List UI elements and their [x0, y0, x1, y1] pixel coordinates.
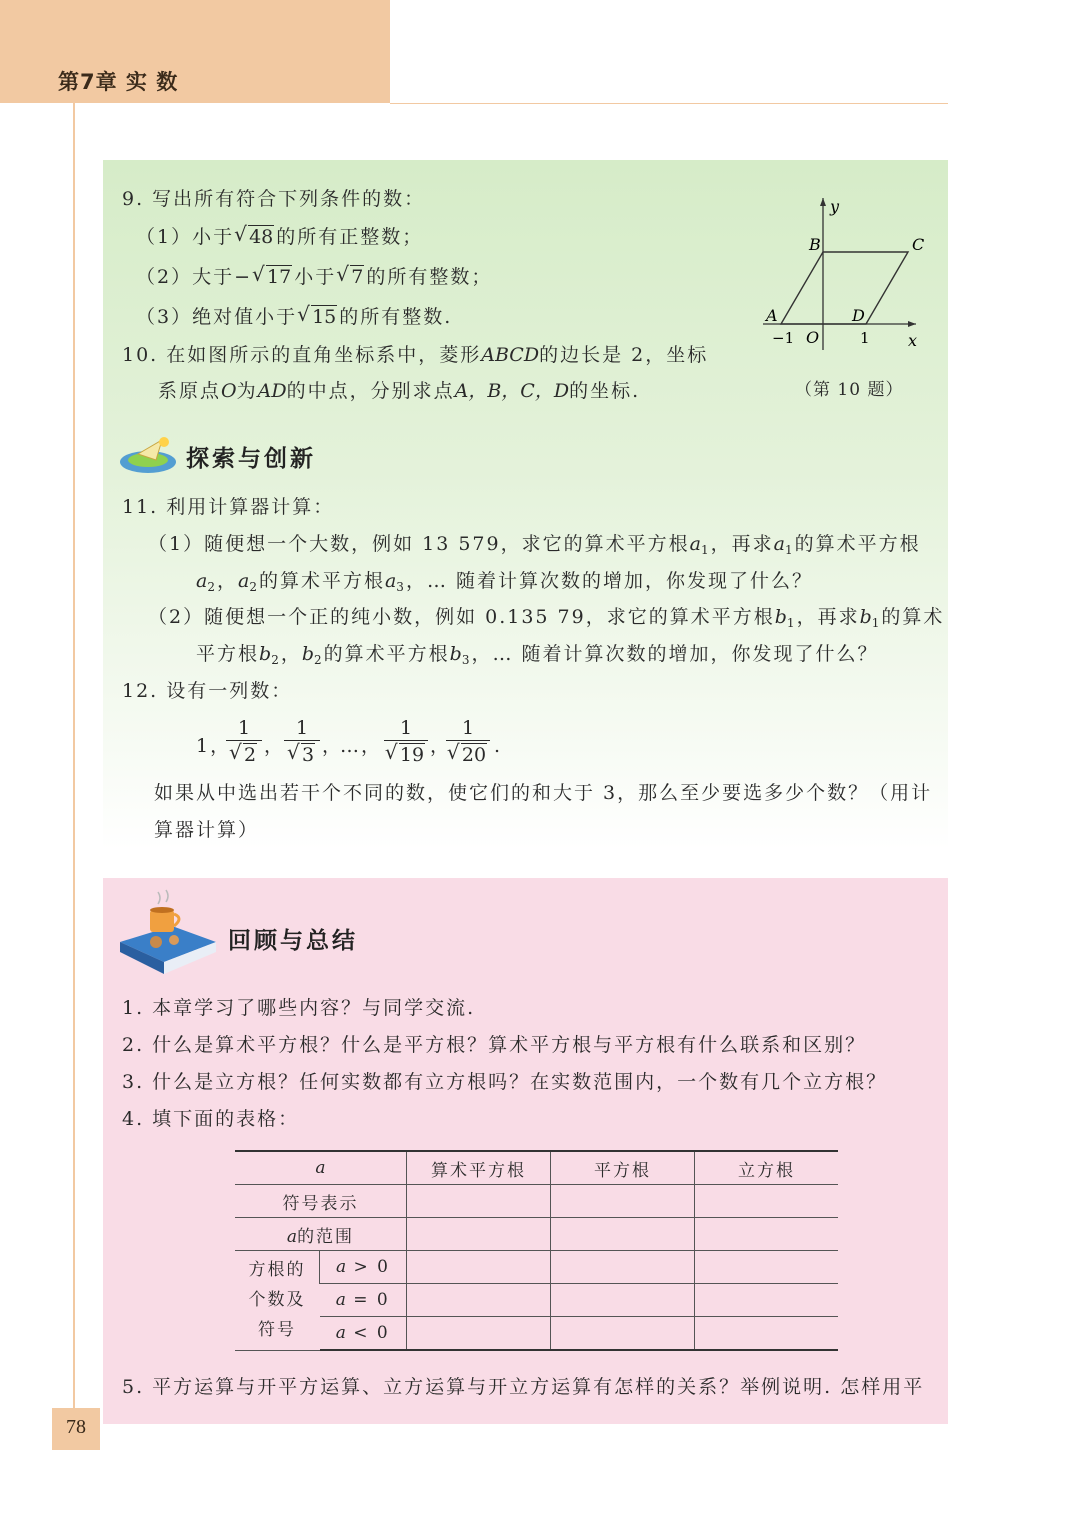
table-row	[235, 1218, 838, 1251]
table-row	[235, 1317, 838, 1351]
frac-num: 1	[461, 717, 475, 739]
var-b: b	[859, 606, 872, 628]
table-cell[interactable]	[551, 1317, 695, 1351]
table-cell[interactable]	[407, 1284, 551, 1317]
q11-2-g: ，… 随着计算次数的增加，你发现了什么？	[471, 643, 879, 665]
figure-caption: （第 10 题）	[795, 380, 904, 400]
table-header-arith: 算术平方根	[407, 1151, 551, 1185]
table-cell[interactable]	[407, 1185, 551, 1218]
q9-part2-mid: 小于	[294, 266, 337, 288]
q9-part1	[136, 224, 423, 250]
review-book-icon	[116, 886, 220, 976]
cond-lt-text: < 0	[345, 1323, 390, 1343]
review-q3: 3. 什么是立方根？任何实数都有立方根吗？在实数范围内，一个数有几个立方根？	[122, 1071, 888, 1093]
seq-comma: ，	[322, 735, 344, 757]
cond-a: a	[335, 1257, 347, 1277]
q11-part2-line2	[196, 641, 879, 667]
radicand: 20	[461, 744, 487, 766]
table-header-cube: 立方根	[695, 1151, 839, 1185]
review-q2: 2. 什么是算术平方根？什么是平方根？算术平方根与平方根有什么联系和区别？	[122, 1034, 867, 1056]
frac-num: 1	[295, 717, 309, 739]
seq-end: .	[494, 735, 503, 757]
frac-num: 1	[237, 717, 251, 739]
sub: 2	[249, 580, 259, 594]
var-a: a	[196, 570, 208, 592]
count-label-2: 个数及	[248, 1290, 306, 1311]
q11-2-f: 的算术平方根	[323, 643, 450, 665]
cond-a: a	[335, 1323, 346, 1343]
review-title: 回顾与总结	[228, 928, 358, 954]
table-cell[interactable]	[407, 1317, 551, 1351]
q11-1-c: 的算术平方根	[794, 533, 921, 555]
count-label-1: 方根的	[248, 1260, 306, 1281]
q9-part3-b: 的所有整数.	[339, 306, 453, 328]
q10-points: A，B，C，D	[454, 380, 570, 402]
table-row	[235, 1284, 838, 1317]
q11-2-d: 平方根	[196, 643, 260, 665]
table-row	[235, 1151, 838, 1185]
table-row	[235, 1185, 838, 1218]
range-b: 的范围	[297, 1226, 355, 1247]
q11-part1-line1	[148, 531, 921, 557]
q9-part3	[136, 304, 452, 330]
q9-part1-a: （1）小于	[136, 226, 235, 248]
radicand: 15	[312, 306, 337, 328]
label-x: x	[908, 331, 918, 350]
header-a: a	[315, 1158, 326, 1178]
seq-dots: …，	[340, 735, 383, 757]
x-axis-arrow	[908, 321, 916, 327]
q10-line2	[158, 378, 640, 404]
q11-2-e: ，	[280, 643, 302, 665]
sub: 1	[786, 616, 797, 630]
var-a: a	[689, 533, 701, 555]
range-a: a	[286, 1226, 298, 1247]
radicand: 2	[243, 744, 257, 766]
tick-neg1: −1	[772, 329, 795, 347]
sqrt-symbol: √ 15	[297, 302, 337, 328]
label-d: D	[852, 306, 865, 325]
var-b: b	[259, 643, 272, 665]
cond-gt-text: > 0	[346, 1257, 390, 1277]
table-cell[interactable]	[551, 1185, 695, 1218]
row-range	[235, 1218, 407, 1251]
sub: 3	[396, 580, 406, 594]
q10-line2-b: 为	[236, 380, 258, 402]
explore-icon	[118, 432, 180, 476]
radicand: 17	[267, 266, 292, 288]
q10-line2-d: 的坐标.	[569, 380, 641, 402]
q10-abcd: ABCD	[481, 344, 540, 366]
sub: 1	[871, 616, 882, 630]
row-symbol: 符号表示	[235, 1185, 407, 1218]
table-cell[interactable]	[407, 1251, 551, 1284]
cond-gt	[320, 1251, 407, 1284]
q10-line2-c: 的中点，分别求点	[286, 380, 455, 402]
cond-eq	[320, 1284, 407, 1317]
label-o: O	[806, 328, 820, 347]
explore-title: 探索与创新	[186, 446, 316, 472]
sub: 1	[700, 543, 711, 557]
var-b: b	[774, 606, 787, 628]
roots-table	[235, 1150, 838, 1351]
q11-1-b: ，再求	[710, 533, 774, 555]
q10-o: O	[221, 380, 237, 402]
q9-part2	[136, 264, 492, 290]
q10-line1-b: 的边长是 2，坐标	[539, 344, 709, 366]
frac-num: 1	[399, 717, 413, 739]
radicand: 3	[301, 744, 315, 766]
sub: 3	[461, 653, 472, 667]
radicand: 48	[249, 226, 274, 248]
seq-comma: ，	[264, 735, 286, 757]
sqrt-symbol: √ 48	[234, 222, 274, 248]
q9-part3-a: （3）绝对值小于	[136, 306, 298, 328]
q11-2-b: ，再求	[796, 606, 860, 628]
seq-comma: ，	[430, 735, 452, 757]
header-rule	[390, 103, 948, 104]
q9-part2-b: 的所有整数；	[366, 266, 493, 288]
tick-1: 1	[860, 329, 870, 347]
q12-line3: 算器计算）	[154, 819, 260, 841]
table-cell[interactable]	[551, 1218, 695, 1251]
q10-ad: AD	[257, 380, 287, 402]
table-cell[interactable]	[551, 1251, 695, 1284]
q11-2-a: （2）随便想一个正的纯小数，例如 0.135 79，求它的算术平方根	[148, 606, 775, 628]
label-a: A	[766, 306, 778, 325]
table-header-a	[235, 1151, 407, 1185]
q11-text: 11. 利用计算器计算：	[122, 496, 335, 518]
radicand: 19	[399, 744, 425, 766]
var-a: a	[384, 570, 397, 592]
sqrt-symbol: √ 17	[252, 262, 292, 288]
table-cell[interactable]	[695, 1251, 839, 1284]
table-cell[interactable]	[695, 1317, 839, 1351]
q11-1-e: 的算术平方根	[258, 570, 385, 592]
table-cell[interactable]	[551, 1284, 695, 1317]
page-number: 78	[66, 1416, 86, 1438]
q11-part1-line2	[196, 568, 813, 594]
var-b: b	[449, 643, 462, 665]
count-label-3: 符号	[258, 1320, 296, 1341]
review-q1: 1. 本章学习了哪些内容？与同学交流.	[122, 997, 476, 1019]
rhombus-figure	[758, 190, 938, 360]
q10-line1-a: 10. 在如图所示的直角坐标系中，菱形	[122, 344, 482, 366]
table-cell[interactable]	[695, 1284, 839, 1317]
q9-part2-a: （2）大于−	[136, 266, 253, 288]
q12-line2: 如果从中选出若干个不同的数，使它们的和大于 3，那么至少要选多少个数？（用计	[154, 782, 933, 804]
sub: 2	[207, 580, 217, 594]
row-count-label	[235, 1251, 320, 1351]
table-header-square: 平方根	[551, 1151, 695, 1185]
seq-first: 1，	[196, 735, 232, 757]
q9-text: 9. 写出所有符合下列条件的数：	[122, 188, 426, 210]
q11-1-d: ，	[216, 570, 238, 592]
q11-2-c: 的算术	[881, 606, 945, 628]
fraction-1-sqrt3: 1 √ 3	[284, 716, 320, 767]
table-cell[interactable]	[695, 1185, 839, 1218]
var-b: b	[301, 643, 315, 665]
rhombus-abcd	[781, 252, 908, 324]
table-cell[interactable]	[695, 1218, 839, 1251]
q10-line1	[122, 342, 708, 368]
var-a: a	[237, 570, 250, 592]
label-b: B	[809, 235, 821, 254]
table-cell[interactable]	[407, 1218, 551, 1251]
q11-part2-line1	[148, 604, 944, 630]
label-y: y	[830, 197, 840, 216]
label-c: C	[912, 235, 925, 254]
fraction-1-sqrt19: 1 √ 19	[384, 716, 428, 767]
cond-lt	[320, 1317, 407, 1351]
sub: 1	[784, 543, 795, 557]
margin-rule	[73, 103, 75, 1408]
radicand: 7	[351, 266, 364, 288]
q9-part1-b: 的所有正整数；	[276, 226, 424, 248]
var-a: a	[773, 533, 785, 555]
q11-1-a: （1）随便想一个大数，例如 13 579，求它的算术平方根	[148, 533, 690, 555]
cond-a: a	[335, 1290, 346, 1310]
cond-eq-text: = 0	[345, 1290, 390, 1310]
chapter-title: 第7章 实 数	[58, 70, 179, 94]
q11-1-f: ，… 随着计算次数的增加，你发现了什么？	[405, 570, 813, 592]
sqrt-symbol: √ 7	[336, 262, 364, 288]
fraction-1-sqrt2: 1 √ 2	[226, 716, 262, 767]
q12-text: 12. 设有一列数：	[122, 680, 293, 702]
sub: 2	[271, 653, 281, 667]
y-axis-arrow	[820, 198, 826, 206]
review-q4: 4. 填下面的表格：	[122, 1108, 300, 1130]
table-row	[235, 1251, 838, 1284]
sub: 2	[314, 653, 324, 667]
fraction-1-sqrt20: 1 √ 20	[446, 716, 490, 767]
q10-line2-a: 系原点	[158, 380, 222, 402]
review-q5: 5. 平方运算与开平方运算、立方运算与开立方运算有怎样的关系？举例说明. 怎样用平	[122, 1376, 925, 1398]
